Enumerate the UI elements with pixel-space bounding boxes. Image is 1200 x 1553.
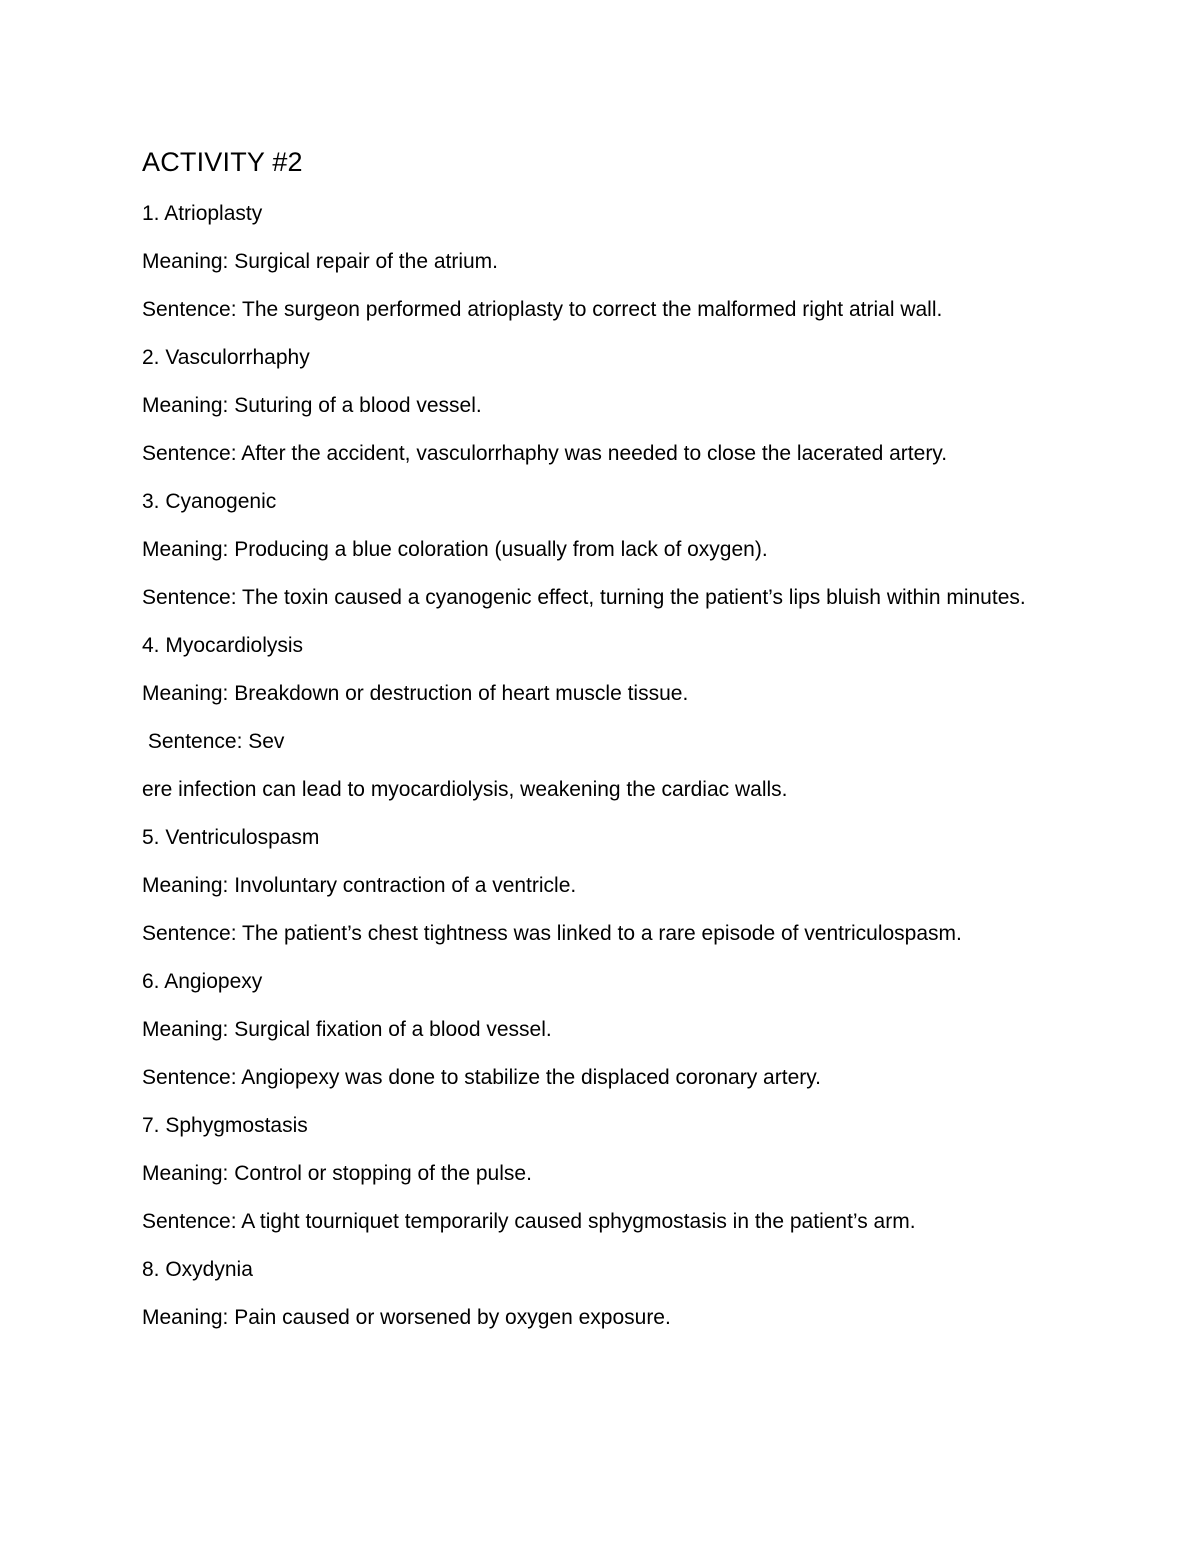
term-meaning-1: Meaning: Surgical repair of the atrium. [142, 250, 499, 273]
term-sentence-4-part-2: ere infection can lead to myocardiolysis, weakening the cardiac walls. [142, 778, 788, 801]
term-meaning-6: Meaning: Surgical fixation of a blood vessel. [142, 1018, 552, 1041]
term-heading-1: 1. Atrioplasty [142, 202, 263, 225]
term-heading-4: 4. Myocardiolysis [142, 634, 304, 657]
term-sentence-5: Sentence: The patient’s chest tightness was linked to a rare episode of ventriculospasm. [142, 922, 962, 945]
term-meaning-4: Meaning: Breakdown or destruction of heart muscle tissue. [142, 682, 689, 705]
term-sentence-7: Sentence: A tight tourniquet temporarily caused sphygmostasis in the patient’s arm. [142, 1210, 916, 1233]
term-heading-6: 6. Angiopexy [142, 970, 263, 993]
term-meaning-3: Meaning: Producing a blue coloration (usually from lack of oxygen). [142, 538, 768, 561]
term-sentence-1: Sentence: The surgeon performed atrioplasty to correct the malformed right atrial wall. [142, 298, 943, 321]
term-meaning-5: Meaning: Involuntary contraction of a ventricle. [142, 874, 577, 897]
term-sentence-4-part-1: Sentence: Sev [142, 730, 285, 753]
term-heading-5: 5. Ventriculospasm [142, 826, 320, 849]
term-heading-2: 2. Vasculorrhaphy [142, 346, 310, 369]
term-heading-7: 7. Sphygmostasis [142, 1114, 308, 1137]
document-body [142, 140, 1062, 1350]
term-sentence-6: Sentence: Angiopexy was done to stabilize the displaced coronary artery. [142, 1066, 822, 1089]
term-sentence-2: Sentence: After the accident, vasculorrhaphy was needed to close the lacerated artery. [142, 442, 948, 465]
term-heading-8: 8. Oxydynia [142, 1258, 253, 1281]
term-heading-3: 3. Cyanogenic [142, 490, 277, 513]
term-meaning-2: Meaning: Suturing of a blood vessel. [142, 394, 482, 417]
term-meaning-7: Meaning: Control or stopping of the pulse. [142, 1162, 532, 1185]
document-title: ACTIVITY #2 [142, 147, 303, 177]
term-sentence-3: Sentence: The toxin caused a cyanogenic effect, turning the patient’s lips bluish within minutes. [142, 586, 1026, 609]
term-meaning-8: Meaning: Pain caused or worsened by oxygen exposure. [142, 1306, 671, 1329]
